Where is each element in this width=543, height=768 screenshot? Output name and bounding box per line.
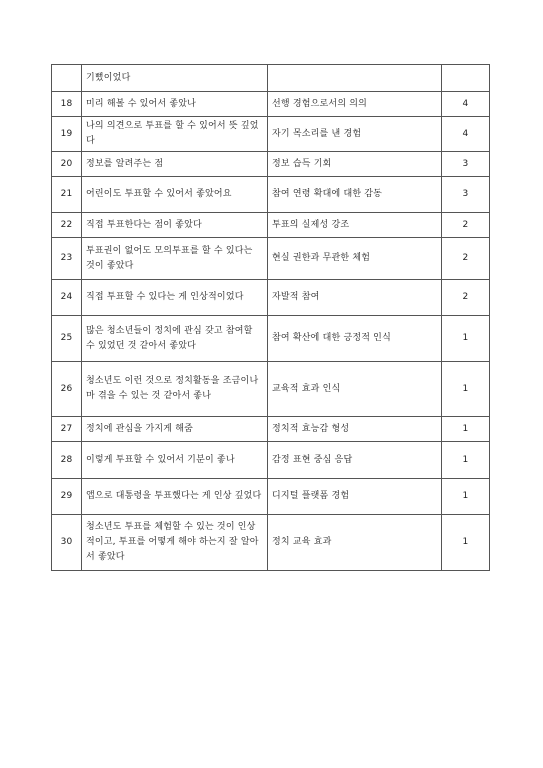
- table-row: [52, 280, 490, 316]
- count-cell: 1: [442, 316, 490, 362]
- count-cell: 3: [442, 152, 490, 177]
- response-text-cell: 직접 투표할 수 있다는 게 인상적이었다: [82, 280, 268, 316]
- count-cell: [442, 65, 490, 92]
- count-cell: 1: [442, 417, 490, 442]
- count-cell: 1: [442, 362, 490, 417]
- table-row: [52, 442, 490, 479]
- count-cell: 1: [442, 515, 490, 571]
- table-row: [52, 213, 490, 238]
- response-text-cell: 투표권이 없어도 모의투표를 할 수 있다는 것이 좋았다: [82, 238, 268, 280]
- meaning-cell: 참여 연령 확대에 대한 감동: [268, 177, 442, 213]
- table-row: [52, 479, 490, 515]
- row-number-cell: 26: [52, 362, 82, 417]
- response-text-cell: 기뻤이었다: [82, 65, 268, 92]
- row-number-cell: 21: [52, 177, 82, 213]
- row-number-cell: 20: [52, 152, 82, 177]
- count-cell: 3: [442, 177, 490, 213]
- response-text-cell: 이렇게 투표할 수 있어서 기분이 좋나: [82, 442, 268, 479]
- meaning-cell: 교육적 효과 인식: [268, 362, 442, 417]
- table-row: [52, 152, 490, 177]
- row-number-cell: 23: [52, 238, 82, 280]
- meaning-cell: 정치적 효능감 형성: [268, 417, 442, 442]
- table-row: [52, 515, 490, 571]
- response-text-cell: 나의 의견으로 투표를 할 수 있어서 뜻 깊었다: [82, 117, 268, 152]
- meaning-cell: 디지털 플랫폼 경험: [268, 479, 442, 515]
- meaning-cell: [268, 65, 442, 92]
- table-row: [52, 316, 490, 362]
- row-number-cell: 19: [52, 117, 82, 152]
- meaning-cell: 투표의 실제성 강조: [268, 213, 442, 238]
- count-cell: 1: [442, 479, 490, 515]
- response-text-cell: 어린이도 투표할 수 있어서 좋았어요: [82, 177, 268, 213]
- response-text-cell: 정치에 관심을 가지게 해줌: [82, 417, 268, 442]
- meaning-cell: 자기 목소리를 낸 경험: [268, 117, 442, 152]
- response-text-cell: 청소년도 투표를 체험할 수 있는 것이 인상적이고, 투표를 어떻게 해야 하는지 잘 알아서 좋았다: [82, 515, 268, 571]
- meaning-cell: 자발적 참여: [268, 280, 442, 316]
- row-number-cell: 28: [52, 442, 82, 479]
- meaning-cell: 정보 습득 기회: [268, 152, 442, 177]
- row-number-cell: 30: [52, 515, 82, 571]
- response-table: [51, 64, 490, 571]
- row-number-cell: 18: [52, 92, 82, 117]
- meaning-cell: 선행 경험으로서의 의의: [268, 92, 442, 117]
- row-number-cell: 27: [52, 417, 82, 442]
- response-text-cell: 정보를 알려주는 점: [82, 152, 268, 177]
- meaning-cell: 정치 교육 효과: [268, 515, 442, 571]
- count-cell: 4: [442, 117, 490, 152]
- table-row: [52, 177, 490, 213]
- response-text-cell: 직접 투표한다는 점이 좋았다: [82, 213, 268, 238]
- response-text-cell: 앱으로 대통령을 투표했다는 게 인상 깊었다: [82, 479, 268, 515]
- table-row: [52, 362, 490, 417]
- table-row: [52, 92, 490, 117]
- count-cell: 1: [442, 442, 490, 479]
- response-text-cell: 많은 청소년들이 정치에 관심 갖고 참여할 수 있었던 것 같아서 좋았다: [82, 316, 268, 362]
- response-text-cell: 미리 해볼 수 있어서 좋았나: [82, 92, 268, 117]
- meaning-cell: 현실 권한과 무관한 체험: [268, 238, 442, 280]
- row-number-cell: 25: [52, 316, 82, 362]
- row-number-cell: [52, 65, 82, 92]
- row-number-cell: 29: [52, 479, 82, 515]
- table-row: [52, 417, 490, 442]
- response-table-body: [52, 65, 490, 571]
- table-row: [52, 65, 490, 92]
- response-text-cell: 청소년도 이런 것으로 정치활동을 조금이나마 겪을 수 있는 것 같아서 좋나: [82, 362, 268, 417]
- row-number-cell: 22: [52, 213, 82, 238]
- meaning-cell: 참여 확산에 대한 긍정적 인식: [268, 316, 442, 362]
- count-cell: 4: [442, 92, 490, 117]
- table-row: [52, 117, 490, 152]
- count-cell: 2: [442, 280, 490, 316]
- meaning-cell: 감정 표현 중심 응답: [268, 442, 442, 479]
- count-cell: 2: [442, 213, 490, 238]
- count-cell: 2: [442, 238, 490, 280]
- row-number-cell: 24: [52, 280, 82, 316]
- table-row: [52, 238, 490, 280]
